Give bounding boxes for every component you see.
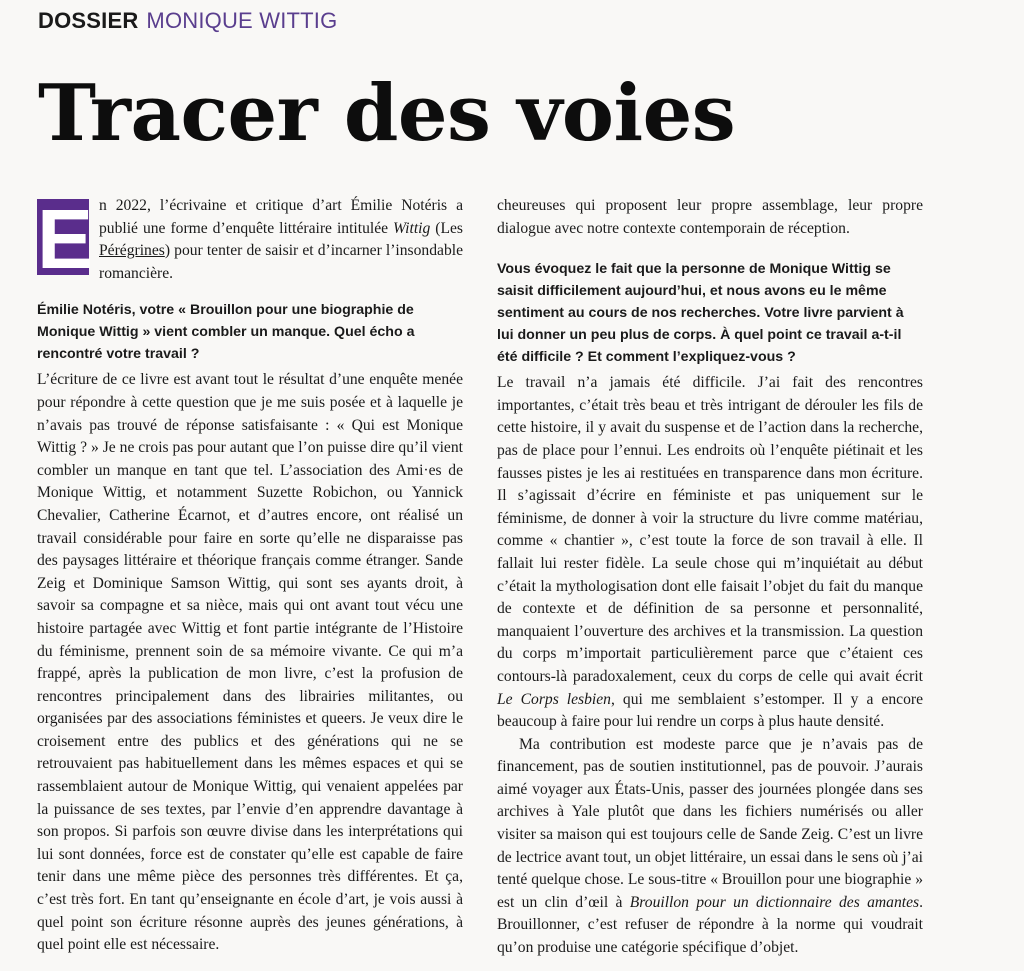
publisher-name: Pérégrines (99, 242, 165, 260)
dropcap: E (37, 192, 94, 286)
answer-2b-text-2: . Brouillonner, c’est refuser de répondre à la norme qui voudrait qu’on produise une catégorie spécifique d’objet. (497, 893, 923, 957)
question-2: Vous évoquez le fait que la personne de Monique Wittig se saisit difficilement aujourd’hui, et nous avons eu le même sentiment au cours de nos recherches. Votre livre parvient à lui donner un peu plus de corps. À quel point ce travail a-t-il été difficile ? Et comment l’expliquez-vous ? (497, 261, 904, 366)
intro-text-1: n 2022, l’écrivaine et critique d’art Émilie Notéris a publié une forme d’enquête littéraire intitulée (99, 197, 463, 237)
intro-book-title: Wittig (393, 219, 431, 237)
answer-2b (497, 734, 923, 960)
article-title: Tracer des voies (38, 68, 736, 159)
column-left (37, 192, 463, 957)
answer-2a-text-2: , qui me semblaient s’estomper. Il y a encore beaucoup à faire pour lui rendre un corps à plus haute densité. (497, 690, 923, 731)
question-1: Émilie Notéris, votre « Brouillon pour une biographie de Monique Wittig » vient combler un manque. Quel écho a rencontré votre travail ? (37, 302, 415, 363)
answer-2b-text-1: Ma contribution est modeste parce que je n’avais pas de financement, pas de soutien institutionnel, pas de pouvoir. J’aurais aimé voyager aux États-Unis, passer des journées plongée dans ses archives à Yale plutôt que dans les fichiers numérisés ou aller visiter sa maison qui est toujours celle de Sande Zeig. C’est un livre de lectrice avant tout, un objet littéraire, un essai dans le sens où j’ai tenté quelque chose. Le sous-titre « Brouillon pour une biographie » est un clin d’œil à (497, 735, 923, 911)
spacer (497, 240, 923, 258)
intro-text-2: (Les (430, 219, 463, 237)
answer-2a-text-1: Le travail n’a jamais été difficile. J’ai fait des rencontres importantes, c’était très beau et très intrigant de dérouler les fils de cette histoire, il y avait du suspense et de l’action dans la recherche, pas de place pour l’ennui. Les endroits où l’enquête piétinait et les fausses pistes je les ai restituées en transparence dans mon écriture. Il s’agissait d’écrire en féministe et pas uniquement sur le féminisme, de donner à voir la structure du livre comme matériau, comme « chantier », c’est toute la force de son travail à elle. Il fallait lui rester fidèle. La seule chose qui m’inquiétait au début c’était la mythologisation dont elle faisait l’objet du fait du manque de contexte et de définition de sa personne et personnalité, manquaient l’ouverture des archives et la transmission. La question du corps m’importait particulièrement parce que c’étaient ces contours-là paradoxalement, ceux du corps de celle qui avait écrit (497, 374, 923, 685)
answer-1-end: cheureuses qui proposent leur propre assemblage, leur propre dialogue avec notre contexte contemporain de réception. (497, 197, 923, 237)
rubric-label: DOSSIER (38, 8, 139, 33)
section-kicker (38, 8, 337, 34)
intro-text-3: ) pour tenter de saisir et d’incarner l’insondable romancière. (99, 242, 463, 282)
intro-paragraph (37, 192, 463, 286)
answer-2b-book-title: Brouillon pour un dictionnaire des amantes (629, 893, 920, 911)
section-label: MONIQUE WITTIG (146, 8, 338, 33)
answer-2a-book-title: Le Corps lesbien (497, 690, 611, 708)
answer-2a (497, 372, 923, 734)
answer-1: L’écriture de ce livre est avant tout le résultat d’une enquête menée pour répondre à cette question que je me suis posée et à laquelle je n’avais pas trouvé de réponse satisfaisante : « Qui est Monique Wittig ? » Je ne crois pas pour autant que l’on puisse dire qu’il vient combler un manque en tant que tel. L’association des Ami·es de Monique Wittig, et notamment Suzette Robichon, ou Yannick Chevalier, Catherine Écarnot, et d’autres encore, ont réalisé un travail considérable pour faire en sorte qu’elle ne disparaisse pas des paysages littéraire et théorique français comme étranger. Sande Zeig et Dominique Samson Wittig, qui sont ses ayants droit, à savoir sa compagne et sa nièce, mais qui ont avant tout vécu une histoire partagée avec Wittig et font partie intégrante de l’Histoire du féminisme, prennent soin de sa mémoire vivante. Ce qui m’a frappé, après la publication de mon livre, c’est la profusion de rencontres principalement dans des librairies militantes, ou organisées par des associations féministes et queers. Je veux dire le croisement entre des publics et des générations qui ne se retrouvaient pas habituellement dans les mêmes espaces et qui se rassemblaient autour de Monique Wittig, qui venaient appelées par la puissance de ses textes, par l’envie d’en apprendre davantage à son propos. Si parfois son œuvre divise dans les interprétations qui lui sont données, force est de constater qu’elle est capable de faire tenir dans une même pièce des personnes très différentes. Et ça, c’est très fort. En tant qu’enseignante en école d’art, je vois aussi à quel point son écriture résonne auprès des jeunes générations, à quel point elle est nécessaire. (37, 371, 463, 954)
column-right (497, 195, 923, 960)
